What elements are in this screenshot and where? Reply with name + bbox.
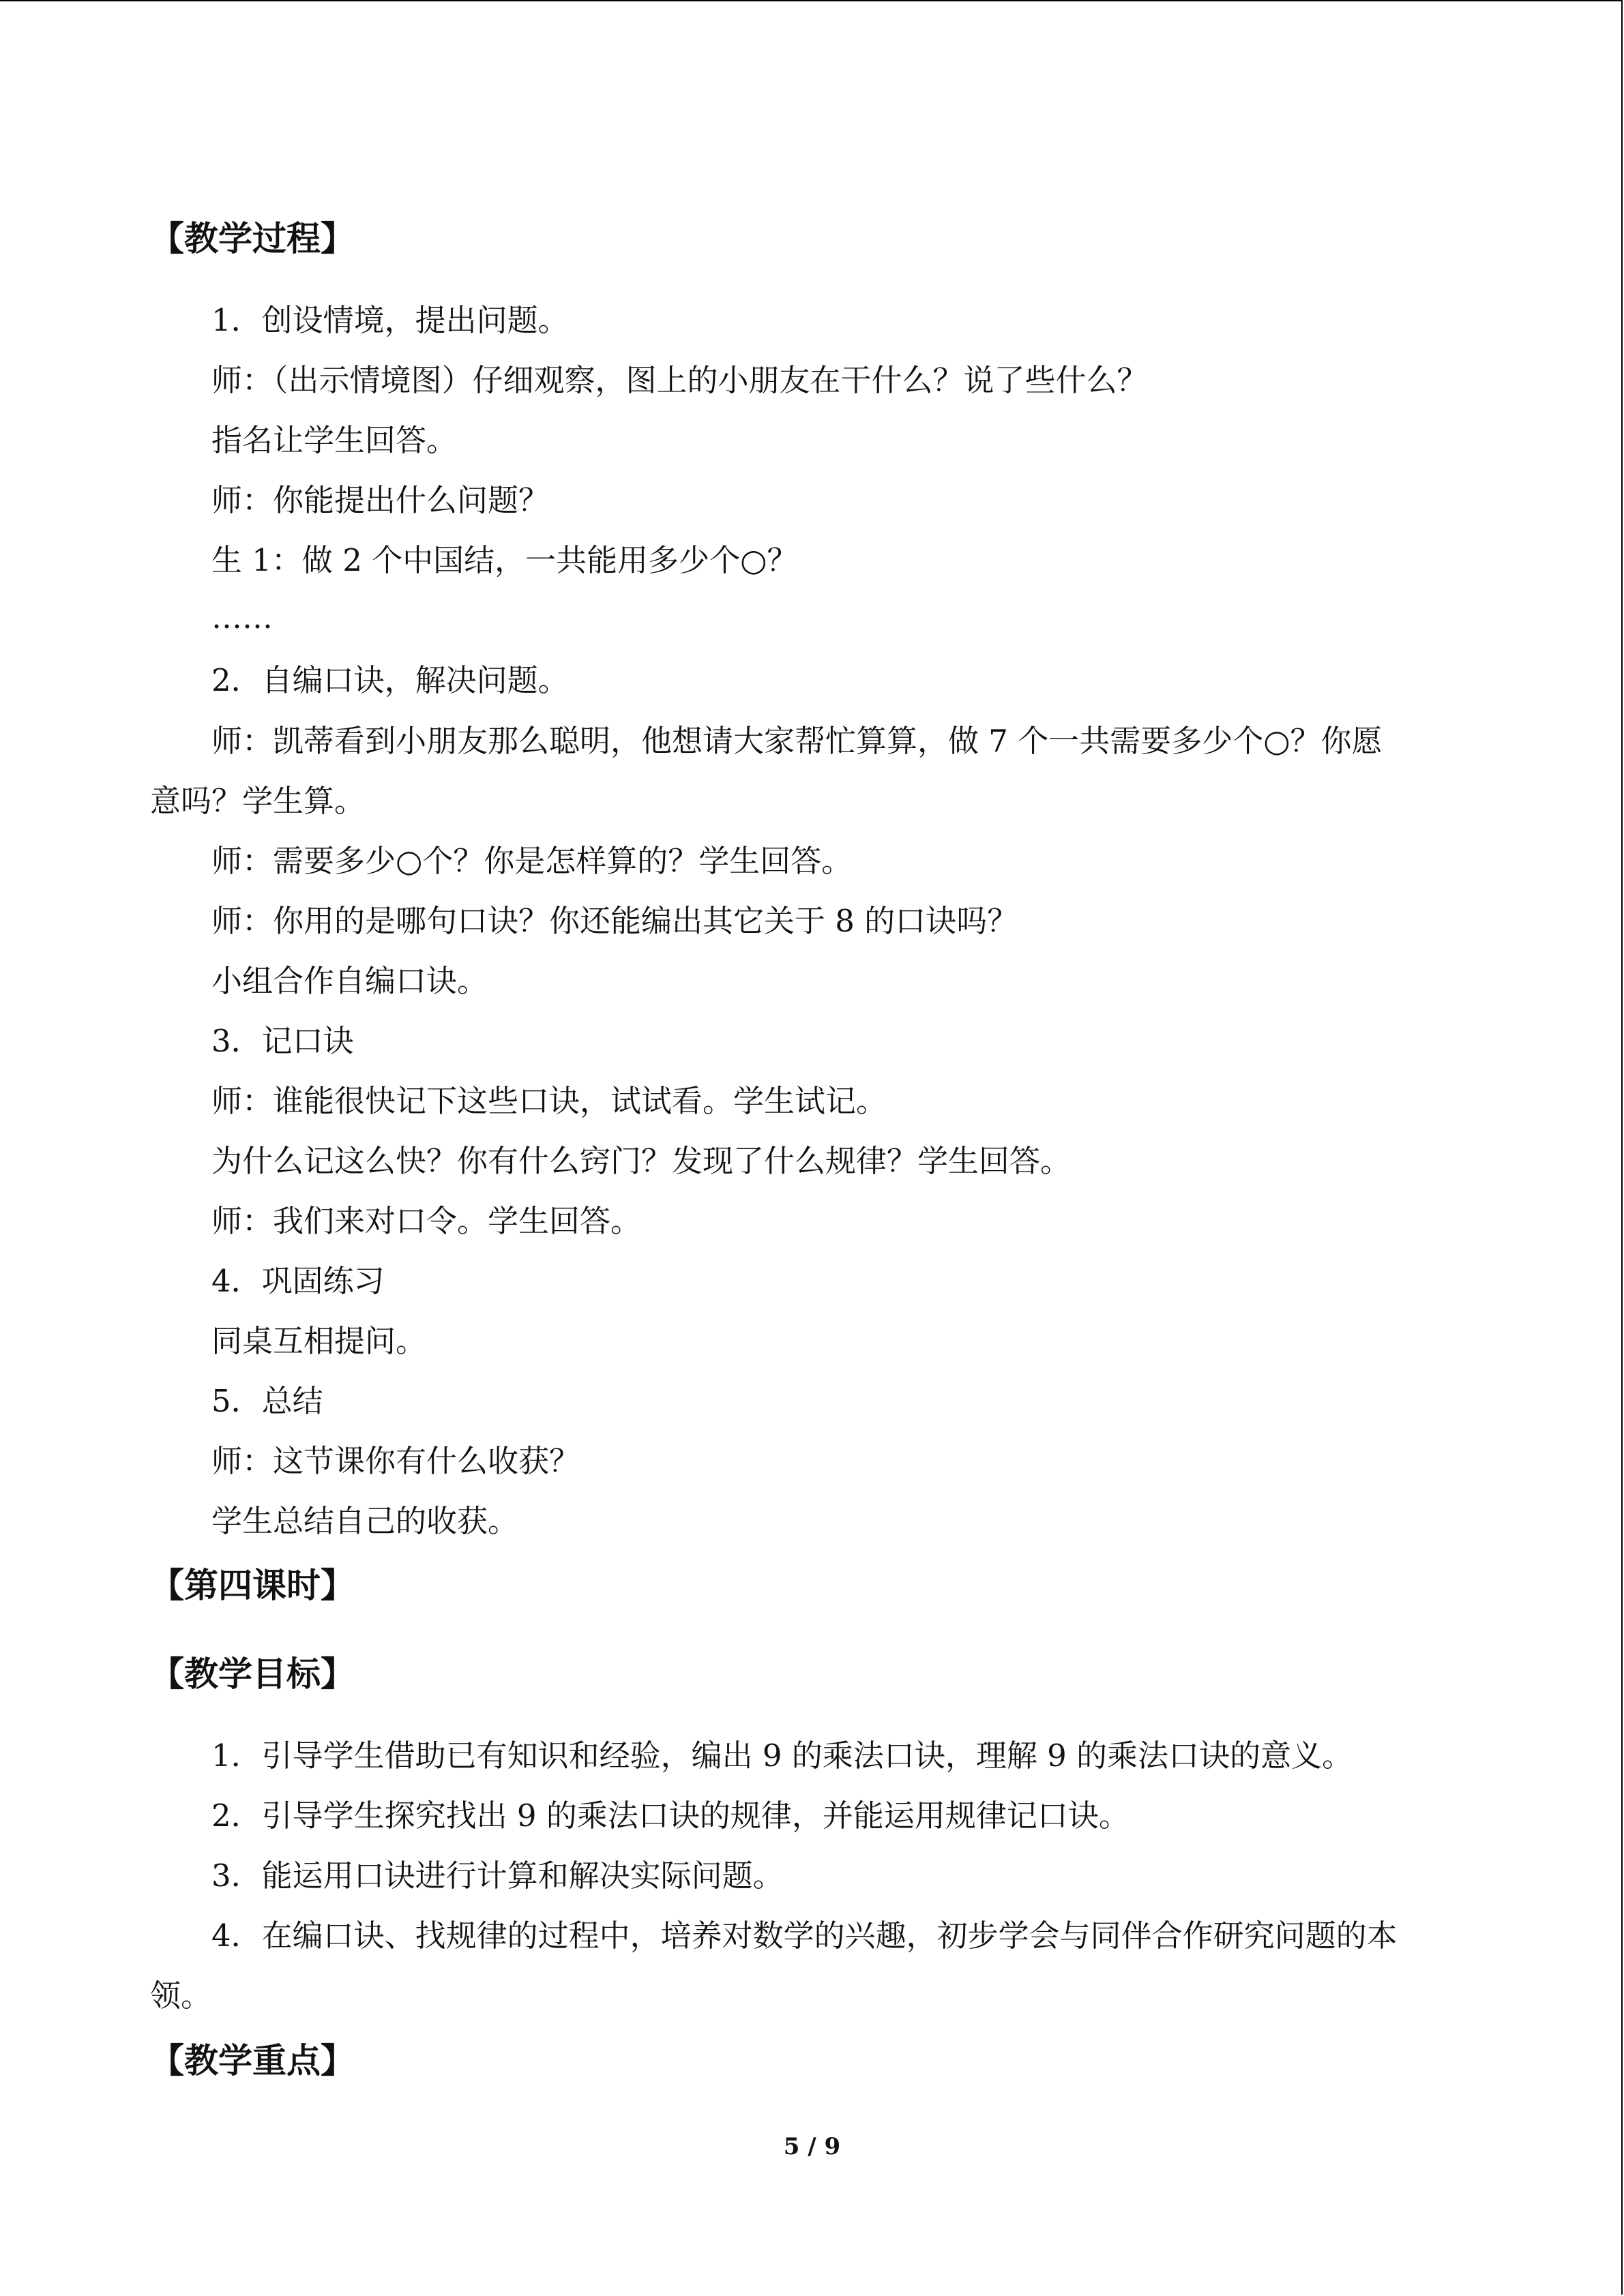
paragraph: 师：我们来对口令。学生回答。 [211, 1203, 642, 1239]
paragraph: 师：凯蒂看到小朋友那么聪明，他想请大家帮忙算算，做 7 个一共需要多少个○？你愿 [211, 723, 1383, 759]
section-heading-key-points: 【教学重点】 [150, 2041, 355, 2081]
paragraph: 1．引导学生借助已有知识和经验，编出 9 的乘法口诀，理解 9 的乘法口诀的意义。 [211, 1738, 1353, 1774]
paragraph: 领。 [150, 1978, 212, 2014]
paragraph: 意吗？学生算。 [150, 783, 366, 819]
paragraph: 2．引导学生探究找出 9 的乘法口诀的规律，并能运用规律记口诀。 [211, 1798, 1130, 1834]
page-number: 5 / 9 [783, 2133, 841, 2160]
paragraph: 3．能运用口诀进行计算和解决实际问题。 [211, 1858, 784, 1894]
paragraph: 4．巩固练习 [211, 1263, 385, 1299]
paragraph: 师：需要多少○个？你是怎样算的？学生回答。 [211, 843, 853, 879]
paragraph: 3．记口诀 [211, 1023, 354, 1059]
paragraph: 5．总结 [211, 1383, 323, 1419]
paragraph: 师：这节课你有什么收获？ [211, 1443, 580, 1479]
paragraph: 学生总结自己的收获。 [211, 1503, 519, 1539]
paragraph: 小组合作自编口诀。 [211, 963, 488, 999]
paragraph: 1．创设情境，提出问题。 [211, 302, 569, 338]
paragraph: 师：谁能很快记下这些口诀，试试看。学生试记。 [211, 1083, 887, 1119]
paragraph: 师：（出示情境图）仔细观察，图上的小朋友在干什么？说了些什么？ [211, 362, 1148, 398]
paragraph: …… [211, 599, 273, 636]
section-heading-fourth-lesson: 【第四课时】 [150, 1566, 355, 1605]
paragraph: 为什么记这么快？你有什么窍门？发现了什么规律？学生回答。 [211, 1143, 1072, 1179]
section-heading-teaching-process: 【教学过程】 [150, 219, 355, 258]
paragraph: 同桌互相提问。 [211, 1323, 427, 1359]
paragraph: 指名让学生回答。 [211, 422, 458, 458]
paragraph: 师：你能提出什么问题？ [211, 482, 550, 518]
paragraph: 生 1：做 2 个中国结，一共能用多少个○？ [211, 542, 798, 578]
paragraph: 师：你用的是哪句口诀？你还能编出其它关于 8 的口诀吗？ [211, 903, 1018, 939]
paragraph: 4．在编口诀、找规律的过程中，培养对数学的兴趣，初步学会与同伴合作研究问题的本 [211, 1918, 1398, 1954]
section-heading-teaching-goals: 【教学目标】 [150, 1654, 355, 1694]
paragraph: 2．自编口诀，解决问题。 [211, 662, 569, 698]
